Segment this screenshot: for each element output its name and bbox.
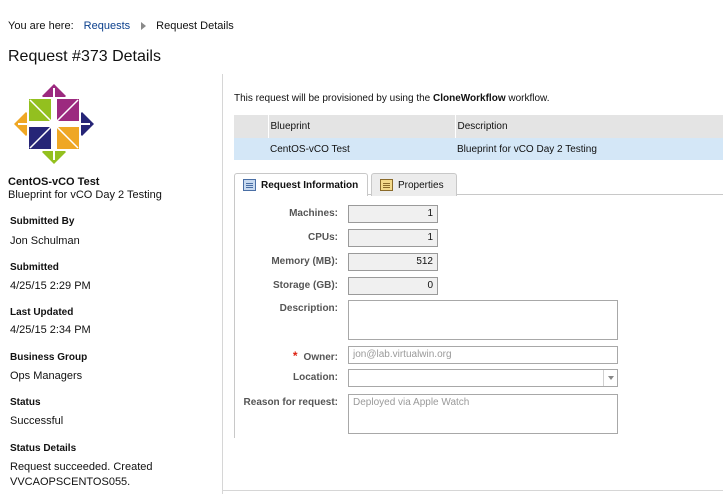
submitted-value: 4/25/15 2:29 PM	[10, 280, 91, 292]
tab-bar	[234, 171, 723, 195]
table-header-spacer	[234, 115, 268, 138]
description-label: Description:	[279, 303, 338, 314]
location-label: Location:	[293, 372, 338, 383]
status-value: Successful	[10, 415, 64, 427]
cpus-label: CPUs:	[307, 232, 338, 243]
column-divider	[222, 74, 223, 494]
submitted-by-value: Jon Schulman	[10, 235, 80, 247]
breadcrumb-current: Request Details	[156, 20, 234, 32]
status-label: Status	[10, 397, 41, 408]
status-details-line1: Request succeeded. Created	[10, 461, 153, 473]
table-header-blueprint[interactable]: Blueprint	[268, 115, 455, 138]
table-header-row	[234, 115, 723, 138]
intro-suffix: workflow.	[505, 93, 550, 104]
breadcrumb-separator-icon	[141, 22, 146, 30]
request-document-icon	[243, 179, 256, 191]
intro-text: This request will be provisioned by using the	[234, 93, 433, 104]
table-cell-blueprint: CentOS-vCO Test	[270, 143, 350, 155]
storage-field[interactable]: 0	[348, 277, 438, 295]
reason-field[interactable]: Deployed via Apple Watch	[348, 394, 618, 434]
owner-label	[293, 349, 338, 363]
provisioning-intro	[234, 93, 550, 104]
storage-label: Storage (GB):	[273, 280, 338, 291]
last-updated-value: 4/25/15 2:34 PM	[10, 324, 91, 336]
table-header-description[interactable]: Description	[455, 115, 723, 138]
business-group-label: Business Group	[10, 352, 88, 363]
machines-label: Machines:	[289, 208, 338, 219]
centos-logo-icon	[10, 80, 98, 168]
reason-label: Reason for request:	[243, 397, 338, 408]
status-details-line2: VVCAOPSCENTOS055.	[10, 476, 131, 488]
properties-icon	[380, 179, 393, 191]
request-information-form	[234, 195, 723, 438]
memory-label: Memory (MB):	[271, 256, 338, 267]
table-row[interactable]	[234, 138, 723, 160]
table-cell-description: Blueprint for vCO Day 2 Testing	[457, 143, 597, 155]
description-field[interactable]	[348, 300, 618, 340]
status-details-label: Status Details	[10, 443, 77, 454]
submitted-label: Submitted	[10, 262, 59, 273]
page-title: Request #373 Details	[8, 48, 161, 65]
tab-properties[interactable]	[371, 173, 457, 196]
owner-field[interactable]: jon@lab.virtualwin.org	[348, 346, 618, 364]
breadcrumb	[8, 20, 234, 32]
bottom-divider	[222, 490, 723, 491]
business-group-value: Ops Managers	[10, 370, 83, 382]
machines-field[interactable]: 1	[348, 205, 438, 223]
breadcrumb-link-requests[interactable]: Requests	[83, 20, 131, 32]
table-row-spacer	[234, 138, 268, 160]
tab-properties-label: Properties	[398, 179, 444, 191]
tab-request-information[interactable]	[234, 173, 368, 196]
tab-request-information-label: Request Information	[261, 179, 359, 191]
memory-field[interactable]: 512	[348, 253, 438, 271]
owner-label-text: Owner:	[303, 352, 338, 363]
blueprint-description: Blueprint for vCO Day 2 Testing	[8, 189, 162, 201]
chevron-down-icon[interactable]	[603, 370, 617, 386]
workflow-name: CloneWorkflow	[433, 93, 506, 104]
breadcrumb-prefix: You are here:	[8, 20, 74, 32]
required-icon: *	[292, 349, 298, 363]
blueprint-table	[234, 115, 723, 160]
request-summary	[8, 176, 208, 201]
cpus-field[interactable]: 1	[348, 229, 438, 247]
last-updated-label: Last Updated	[10, 307, 74, 318]
blueprint-name: CentOS-vCO Test	[8, 176, 100, 188]
location-dropdown[interactable]	[348, 369, 618, 387]
submitted-by-label: Submitted By	[10, 216, 75, 227]
